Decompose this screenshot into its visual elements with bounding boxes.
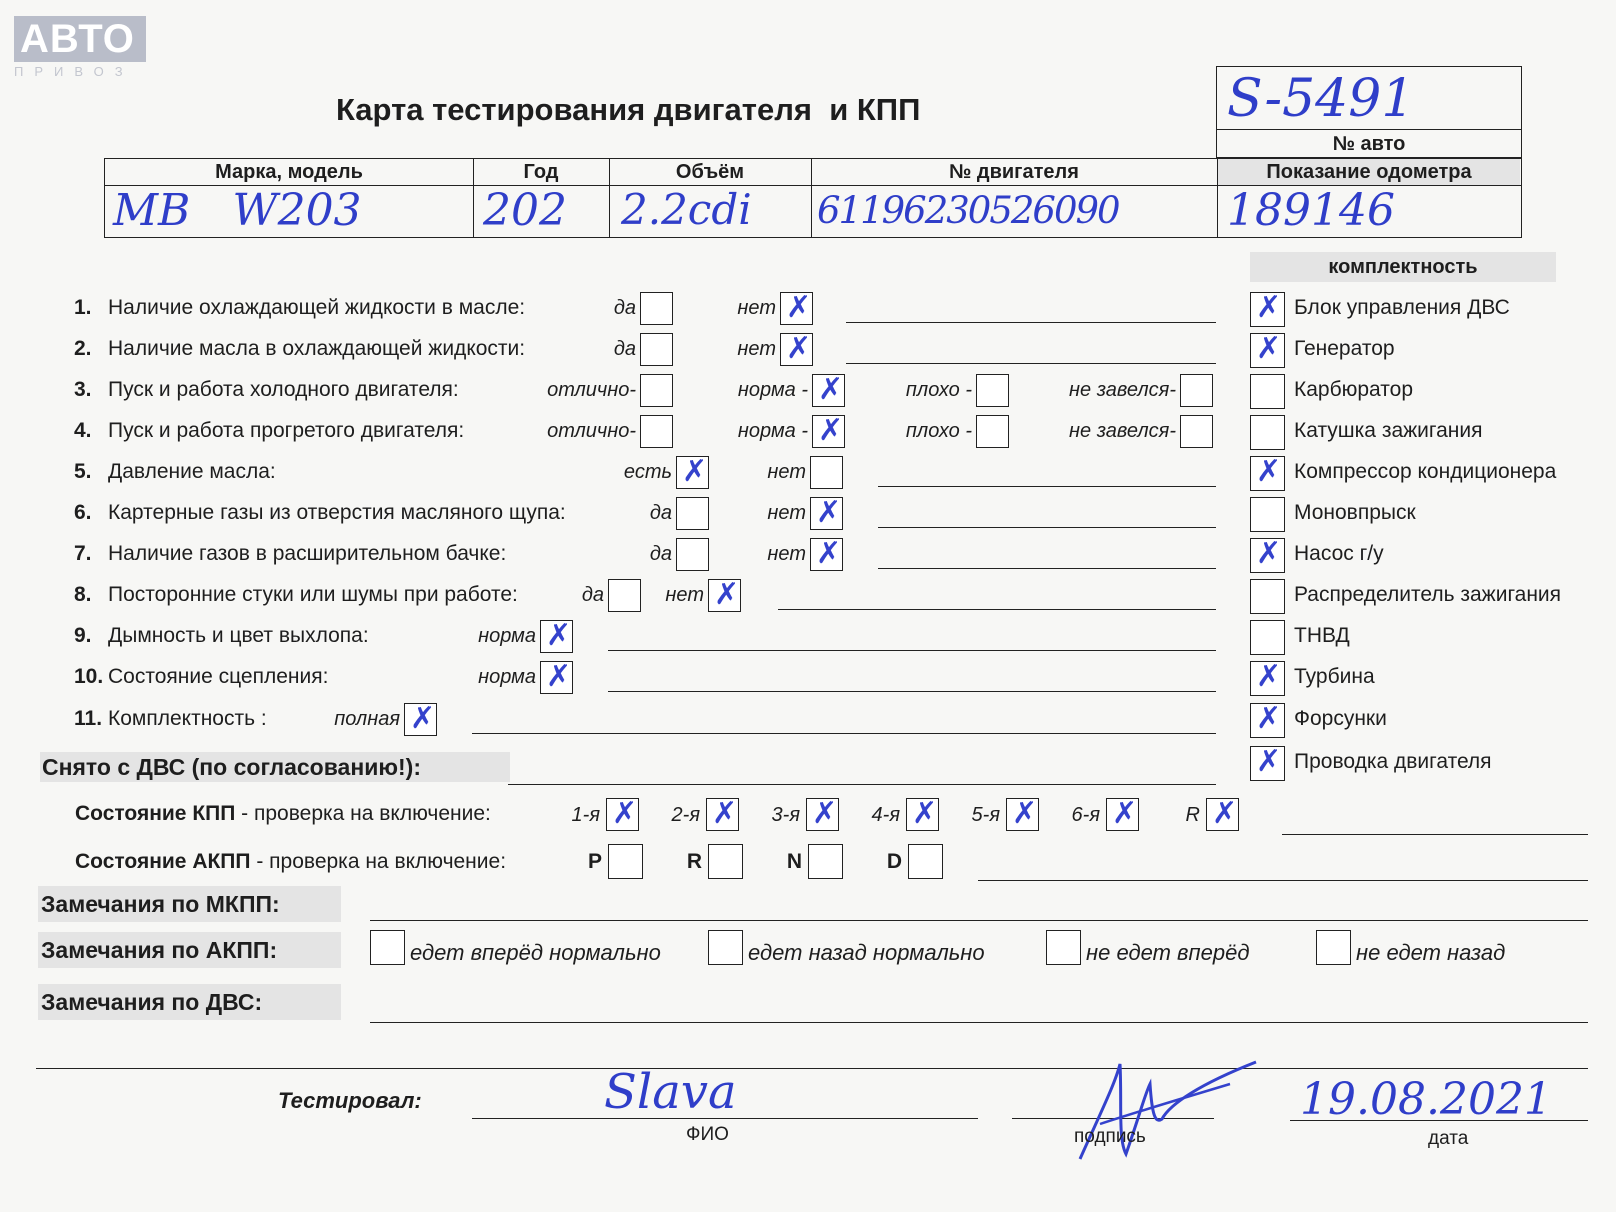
option-label: норма - xyxy=(737,420,808,442)
question-number: 3. xyxy=(74,378,92,401)
option-checkbox[interactable] xyxy=(812,415,845,448)
gear-label: 6-я xyxy=(1071,804,1100,826)
kit-checkbox-mark: ✗ xyxy=(1256,290,1282,325)
option-label: полная xyxy=(334,708,400,730)
kit-checkbox[interactable] xyxy=(1250,292,1285,327)
answer-line xyxy=(472,733,1216,734)
question-number: 8. xyxy=(74,583,92,606)
gear-checkbox-mark: ✗ xyxy=(912,796,938,831)
akpp-gear-checkbox[interactable] xyxy=(808,844,843,879)
gear-checkbox[interactable] xyxy=(1106,798,1139,831)
kpp-label-rest: - проверка на включение: xyxy=(235,802,491,825)
header-table xyxy=(104,158,1522,238)
question-text: Наличие газов в расширительном бачке: xyxy=(108,542,507,565)
kit-item-label: Блок управления ДВС xyxy=(1294,296,1510,319)
option-checkbox[interactable] xyxy=(810,538,843,571)
akpp-label-bold: Состояние АКПП xyxy=(75,850,251,873)
kit-checkbox[interactable] xyxy=(1250,333,1285,368)
kit-item-label: Моновпрыск xyxy=(1294,501,1416,524)
kit-checkbox[interactable] xyxy=(1250,415,1285,450)
gear-checkbox-mark: ✗ xyxy=(1012,796,1038,831)
col-header-engine-no: № двигателя xyxy=(949,161,1079,183)
option-label: нет xyxy=(665,584,704,606)
option-label: отлично- xyxy=(547,420,636,442)
option-label: плохо - xyxy=(905,420,972,442)
value-engine-no: 61196230526090 xyxy=(817,189,1119,232)
kit-title: комплектность xyxy=(1250,252,1556,282)
kit-item-label: ТНВД xyxy=(1294,624,1350,647)
option-label: норма - xyxy=(737,379,808,401)
option-label: да xyxy=(613,297,636,319)
option-checkbox-mark: ✗ xyxy=(546,659,572,694)
akpp-line xyxy=(978,880,1588,881)
kit-item-label: Компрессор кондиционера xyxy=(1294,460,1557,483)
kit-checkbox[interactable] xyxy=(1250,374,1285,409)
option-label: нет xyxy=(737,297,776,319)
option-label: отлично- xyxy=(547,379,636,401)
gear-label: 3-я xyxy=(771,804,800,826)
fio-line xyxy=(472,1118,978,1119)
date-line xyxy=(1290,1120,1588,1121)
option-checkbox[interactable] xyxy=(780,292,813,325)
question-text: Пуск и работа прогретого двигателя: xyxy=(108,419,465,442)
gear-label: 2-я xyxy=(671,804,700,826)
option-checkbox[interactable] xyxy=(976,374,1009,407)
option-checkbox[interactable] xyxy=(976,415,1009,448)
option-label: да xyxy=(649,502,672,524)
option-checkbox-mark: ✗ xyxy=(682,454,708,489)
question-number: 11. xyxy=(74,707,103,730)
option-checkbox-mark: ✗ xyxy=(816,495,842,530)
option-checkbox[interactable] xyxy=(1180,374,1213,407)
question-number: 1. xyxy=(74,296,92,319)
gear-checkbox[interactable] xyxy=(906,798,939,831)
removed-line xyxy=(508,784,1216,785)
option-label: нет xyxy=(737,338,776,360)
option-checkbox-mark: ✗ xyxy=(546,618,572,653)
option-checkbox[interactable] xyxy=(640,415,673,448)
option-checkbox[interactable] xyxy=(812,374,845,407)
option-checkbox-mark: ✗ xyxy=(786,290,812,325)
option-label: плохо - xyxy=(905,379,972,401)
question-number: 7. xyxy=(74,542,92,565)
col-header-volume: Объём xyxy=(675,161,745,183)
option-checkbox[interactable] xyxy=(676,456,709,489)
gear-checkbox[interactable] xyxy=(1006,798,1039,831)
akpp-remark-label: едет вперёд нормально xyxy=(410,940,661,965)
question-number: 9. xyxy=(74,624,92,647)
question-number: 6. xyxy=(74,501,92,524)
option-checkbox[interactable] xyxy=(1180,415,1213,448)
option-checkbox[interactable] xyxy=(676,538,709,571)
question-text: Наличие масла в охлаждающей жидкости: xyxy=(108,337,526,360)
gear-checkbox-mark: ✗ xyxy=(612,796,638,831)
gear-checkbox[interactable] xyxy=(706,798,739,831)
question-text: Посторонние стуки или шумы при работе: xyxy=(108,583,518,606)
gear-checkbox-mark: ✗ xyxy=(712,796,738,831)
option-checkbox-mark: ✗ xyxy=(714,577,740,612)
logo-main: АВТО xyxy=(14,16,146,62)
option-checkbox-mark: ✗ xyxy=(410,701,436,736)
car-number-value: S-5491 xyxy=(1227,69,1415,129)
akpp-label-rest: - проверка на включение: xyxy=(250,850,507,873)
col-header-model: Марка, модель xyxy=(215,161,363,183)
separator-line xyxy=(36,1068,1588,1069)
akpp-gear-checkbox[interactable] xyxy=(608,844,643,879)
kit-item-label: Проводка двигателя xyxy=(1294,750,1492,773)
kit-checkbox[interactable] xyxy=(1250,703,1285,738)
akpp-label xyxy=(75,850,506,874)
value-volume: 2.2cdi xyxy=(621,185,752,234)
question-number: 5. xyxy=(74,460,92,483)
gear-checkbox[interactable] xyxy=(606,798,639,831)
akpp-remark-checkbox[interactable] xyxy=(1046,930,1081,965)
option-label: есть xyxy=(623,461,672,483)
page-title: Карта тестирования двигателя и КПП xyxy=(336,92,921,127)
kit-checkbox-mark: ✗ xyxy=(1256,454,1282,489)
kit-checkbox-mark: ✗ xyxy=(1256,331,1282,366)
akpp-remark-checkbox[interactable] xyxy=(1316,930,1351,965)
option-checkbox[interactable] xyxy=(608,579,641,612)
remarks-akpp-label: Замечания по АКПП: xyxy=(38,932,341,968)
col-header-year: Год xyxy=(523,161,559,183)
kit-checkbox-mark: ✗ xyxy=(1256,701,1282,736)
akpp-remark-label: не едет назад xyxy=(1356,940,1506,965)
kit-checkbox[interactable] xyxy=(1250,579,1285,614)
answer-line xyxy=(608,650,1216,651)
option-checkbox[interactable] xyxy=(780,333,813,366)
option-label: да xyxy=(581,584,604,606)
option-label: нет xyxy=(767,543,806,565)
remarks-mkpp-line xyxy=(370,920,1588,921)
gear-checkbox-mark: ✗ xyxy=(812,796,838,831)
kit-checkbox-mark: ✗ xyxy=(1256,659,1282,694)
gear-checkbox[interactable] xyxy=(806,798,839,831)
kit-item-label: Распределитель зажигания xyxy=(1294,583,1562,606)
kit-item-label: Генератор xyxy=(1294,337,1395,360)
option-label: да xyxy=(649,543,672,565)
option-label: не завелся- xyxy=(1069,420,1176,442)
question-text: Картерные газы из отверстия масляного щупа: xyxy=(108,501,566,524)
option-checkbox-mark: ✗ xyxy=(786,331,812,366)
akpp-remark-checkbox[interactable] xyxy=(708,930,743,965)
kit-item-label: Катушка зажигания xyxy=(1294,419,1483,442)
akpp-gear-checkbox[interactable] xyxy=(908,844,943,879)
remarks-dvs-label: Замечания по ДВС: xyxy=(38,984,341,1020)
akpp-gear-label: R xyxy=(686,850,702,873)
date-label: дата xyxy=(1428,1128,1469,1149)
kit-checkbox-mark: ✗ xyxy=(1256,744,1282,779)
akpp-gear-label: N xyxy=(786,850,802,873)
kit-checkbox-mark: ✗ xyxy=(1256,536,1282,571)
sign-label: подпись xyxy=(1074,1126,1146,1147)
option-checkbox[interactable] xyxy=(540,620,573,653)
question-text: Давление масла: xyxy=(108,460,276,483)
tester-name: Slava xyxy=(604,1064,737,1120)
option-checkbox-mark: ✗ xyxy=(816,536,842,571)
car-number-box xyxy=(1216,66,1522,158)
value-model: MB W203 xyxy=(113,185,362,236)
option-checkbox[interactable] xyxy=(640,374,673,407)
kit-item-label: Насос г/у xyxy=(1294,542,1384,565)
gear-label: R xyxy=(1185,804,1200,826)
gear-checkbox[interactable] xyxy=(1206,798,1239,831)
gear-checkbox-mark: ✗ xyxy=(1212,796,1238,831)
answer-line xyxy=(778,609,1216,610)
option-checkbox[interactable] xyxy=(640,292,673,325)
gear-label: 1-я xyxy=(571,804,600,826)
kit-item-label: Турбина xyxy=(1294,665,1375,688)
option-label: да xyxy=(613,338,636,360)
kpp-line xyxy=(1282,834,1588,835)
option-checkbox[interactable] xyxy=(810,456,843,489)
value-odometer: 189146 xyxy=(1227,185,1395,236)
akpp-remark-checkbox[interactable] xyxy=(370,930,405,965)
answer-line xyxy=(608,691,1216,692)
option-label: норма xyxy=(478,625,536,647)
answer-line xyxy=(846,363,1216,364)
option-checkbox[interactable] xyxy=(540,661,573,694)
akpp-remark-label: не едет вперёд xyxy=(1086,940,1250,965)
question-text: Комплектность : xyxy=(108,707,267,730)
kit-checkbox[interactable] xyxy=(1250,538,1285,573)
brand-logo xyxy=(14,16,146,80)
logo-sub: ПРИВОЗ xyxy=(14,64,134,79)
option-label: норма xyxy=(478,666,536,688)
option-checkbox[interactable] xyxy=(810,497,843,530)
question-text: Дымность и цвет выхлопа: xyxy=(108,624,369,647)
kpp-label-bold: Состояние КПП xyxy=(75,802,236,825)
answer-line xyxy=(878,568,1216,569)
kit-checkbox[interactable] xyxy=(1250,746,1285,781)
question-text: Наличие охлаждающей жидкости в масле: xyxy=(108,296,526,319)
question-number: 2. xyxy=(74,337,92,360)
option-checkbox[interactable] xyxy=(640,333,673,366)
answer-line xyxy=(878,486,1216,487)
akpp-gear-checkbox[interactable] xyxy=(708,844,743,879)
col-header-odometer: Показание одометра xyxy=(1218,159,1520,185)
kit-checkbox[interactable] xyxy=(1250,456,1285,491)
tested-label: Тестировал: xyxy=(278,1088,422,1113)
option-checkbox[interactable] xyxy=(708,579,741,612)
kpp-label xyxy=(75,802,491,826)
kit-item-label: Форсунки xyxy=(1294,707,1387,730)
kit-checkbox[interactable] xyxy=(1250,661,1285,696)
question-text: Пуск и работа холодного двигателя: xyxy=(108,378,459,401)
gear-label: 4-я xyxy=(871,804,900,826)
akpp-remark-label: едет назад нормально xyxy=(748,940,985,965)
option-checkbox-mark: ✗ xyxy=(818,372,844,407)
akpp-gear-label: D xyxy=(886,850,902,873)
gear-label: 5-я xyxy=(971,804,1000,826)
date-value: 19.08.2021 xyxy=(1300,1074,1552,1125)
remarks-mkpp-label: Замечания по МКПП: xyxy=(38,886,341,922)
question-number: 4. xyxy=(74,419,92,442)
akpp-gear-label: P xyxy=(587,850,602,873)
signature-mark xyxy=(1060,1044,1260,1174)
answer-line xyxy=(878,527,1216,528)
car-number-label: № авто xyxy=(1217,129,1521,158)
removed-label: Снято с ДВС (по согласованию!): xyxy=(40,752,510,782)
question-text: Состояние сцепления: xyxy=(108,665,329,688)
question-number: 10. xyxy=(74,665,104,688)
kit-checkbox[interactable] xyxy=(1250,497,1285,532)
kit-item-label: Карбюратор xyxy=(1294,378,1414,401)
option-label: нет xyxy=(767,502,806,524)
gear-checkbox-mark: ✗ xyxy=(1112,796,1138,831)
fio-label: ФИО xyxy=(686,1124,729,1145)
kit-checkbox[interactable] xyxy=(1250,620,1285,655)
answer-line xyxy=(846,322,1216,323)
remarks-dvs-line xyxy=(370,1022,1588,1023)
value-year: 202 xyxy=(483,185,567,236)
option-checkbox[interactable] xyxy=(404,703,437,736)
option-checkbox[interactable] xyxy=(676,497,709,530)
option-label: не завелся- xyxy=(1069,379,1176,401)
option-checkbox-mark: ✗ xyxy=(818,413,844,448)
option-label: нет xyxy=(767,461,806,483)
